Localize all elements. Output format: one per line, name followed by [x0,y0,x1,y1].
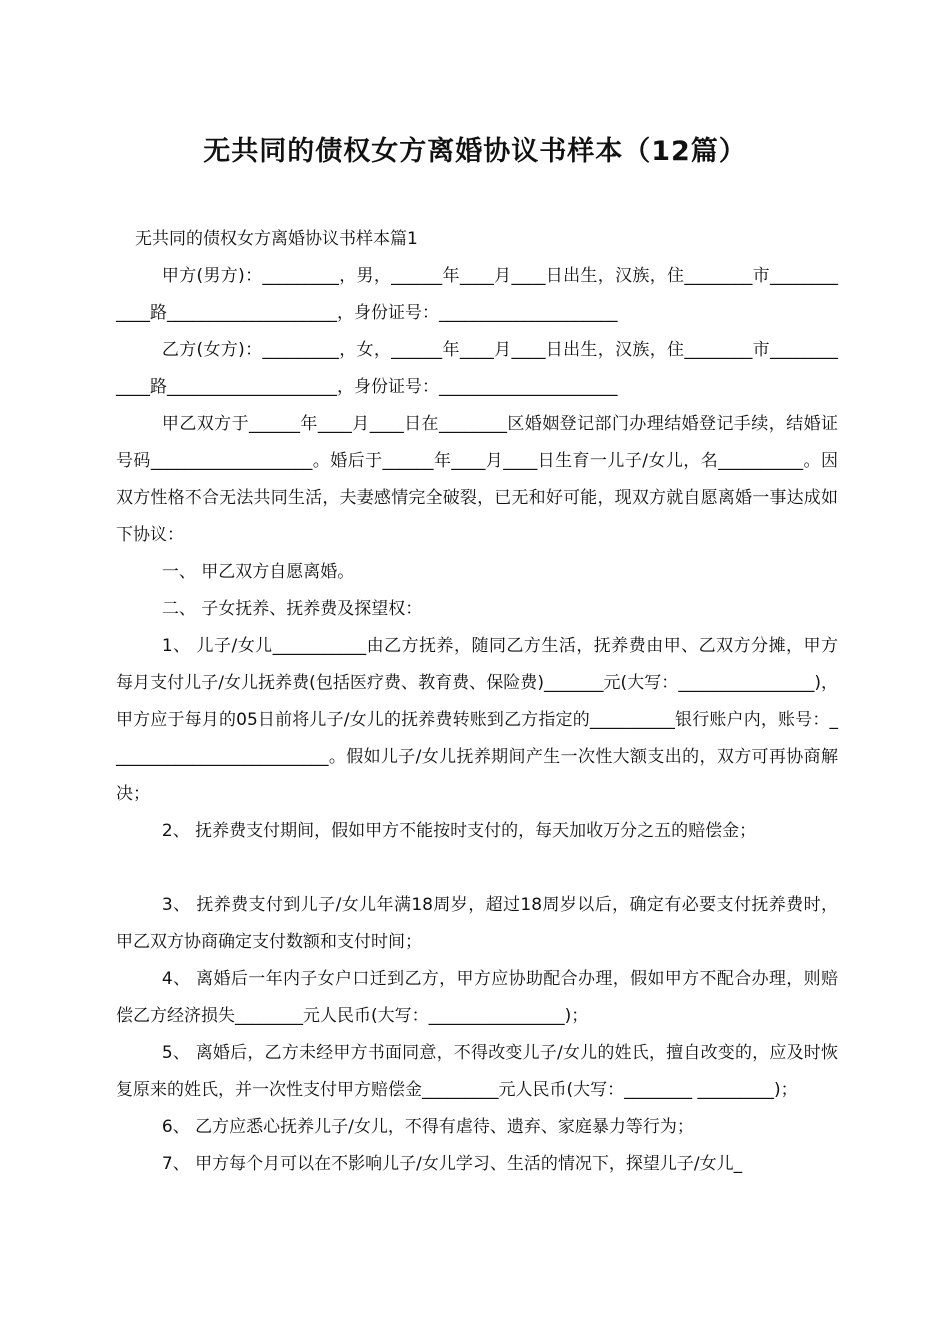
clause-2-item-7: 7、 甲方每个月可以在不影响儿子/女儿学习、生活的情况下，探望儿子/女儿_ [161,1154,743,1174]
clause-2: 二、 子女抚养、抚养费及探望权： [161,599,423,619]
clause-2-item-2: 2、 抚养费支付期间，假如甲方不能按时支付的，每天加收万分之五的赔偿金； [161,821,757,841]
section-heading: 无共同的债权女方离婚协议书样本篇1 [135,229,418,249]
document-body [116,258,838,1183]
party-b-info: 乙方(女方)：_________，女，______年____月____日出生，汉族，住________市____________路____________________，身份证号：_____________________ [116,340,838,397]
clause-2-item-4: 4、 离婚后一年内子女户口迁到乙方，甲方应协助配合办理，假如甲方不配合办理，则赔偿乙方经济损失________元人民币(大写：________________)； [116,969,838,1026]
clause-2-item-3: 3、 抚养费支付到儿子/女儿年满18周岁，超过18周岁以后，确定有必要支付抚养费时，甲乙双方协商确定支付数额和支付时间； [116,895,838,952]
clause-2-item-1: 1、 儿子/女儿___________由乙方抚养，随同乙方生活，抚养费由甲、乙双方分摊，甲方每月支付儿子/女儿抚养费(包括医疗费、教育费、保险费)_______元(大写：________________)，甲方应于每月的05日前将儿子/女儿的抚养费转账到乙方指定的__________银行账户内，账号：__________________________。假如儿子/女儿抚养期间产生一次性大额支出的，双方可再协商解决； [116,636,838,804]
blank-line [116,850,838,887]
marriage-background: 甲乙双方于______年____月____日在________区婚姻登记部门办理结婚登记手续，结婚证号码___________________。婚后于______年____月____日生育一儿子/女儿，名__________。因双方性格不合无法共同生活，夫妻感情完全破裂，已无和好可能，现双方就自愿离婚一事达成如下协议： [116,414,838,545]
clause-2-item-5: 5、 离婚后，乙方未经甲方书面同意，不得改变儿子/女儿的姓氏，擅自改变的，应及时恢复原来的姓氏，并一次性支付甲方赔偿金_________元人民币(大写：________ _________)； [116,1043,838,1100]
clause-2-item-6: 6、 乙方应悉心抚养儿子/女儿，不得有虐待、遗弃、家庭暴力等行为； [161,1117,694,1137]
party-a-info: 甲方(男方)：_________，男，______年____月____日出生，汉族，住________市____________路____________________，身份证号：_____________________ [116,266,838,323]
clause-1: 一、 甲乙双方自愿离婚。 [161,562,355,582]
document-title: 无共同的债权女方离婚协议书样本（12篇） [203,136,747,167]
